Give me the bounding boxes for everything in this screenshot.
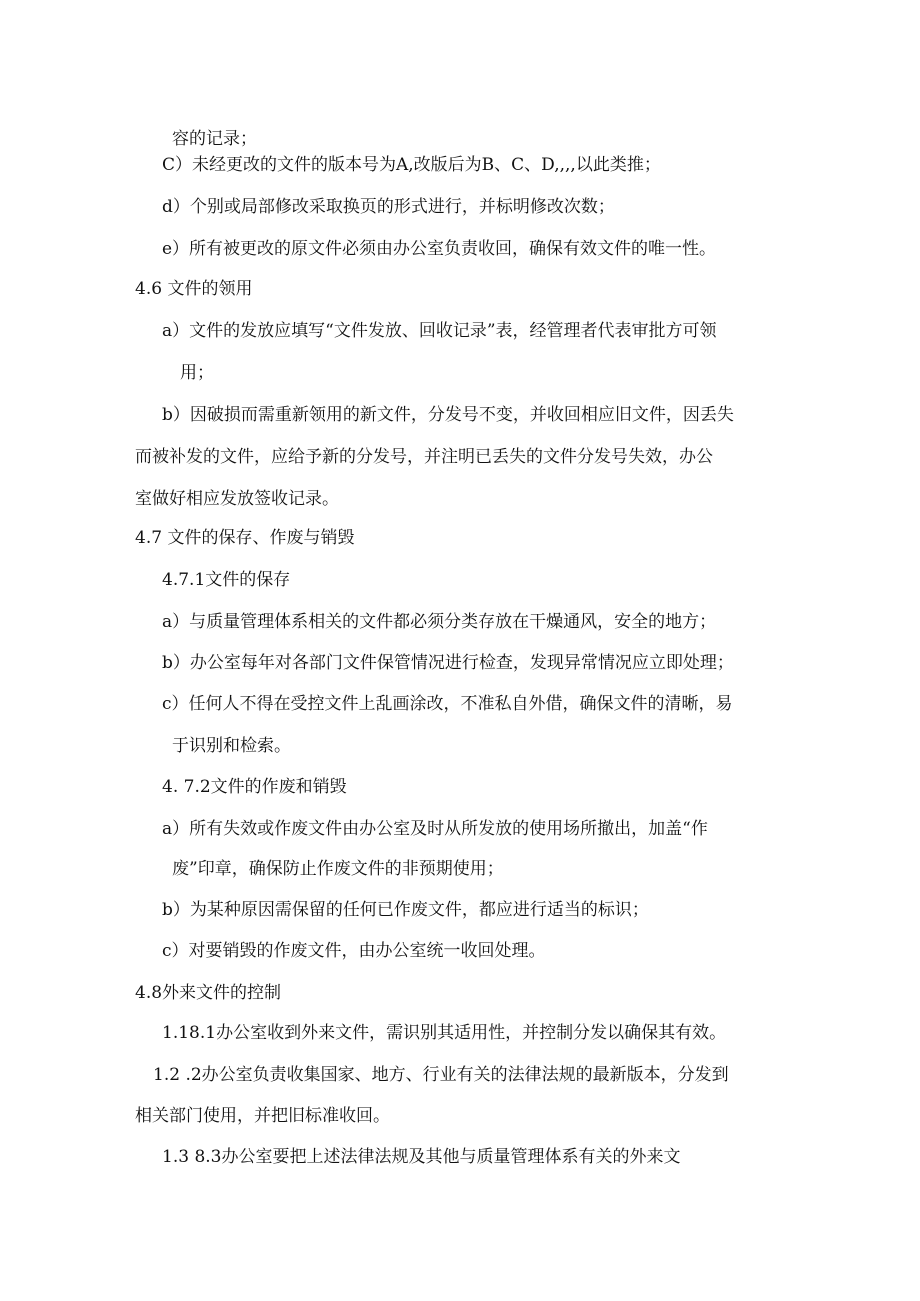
text-line: c）任何人不得在受控文件上乱画涂改，不准私自外借，确保文件的清晰，易 bbox=[162, 694, 733, 714]
section-heading: 4.7 文件的保存、作废与销毁 bbox=[135, 528, 355, 548]
text-line: b）为某种原因需保留的任何已作废文件，都应进行适当的标识； bbox=[162, 900, 649, 920]
subsection-heading: 4. 7.2文件的作废和销毁 bbox=[162, 777, 347, 797]
section-heading: 4.6 文件的领用 bbox=[135, 279, 253, 299]
text-line: 相关部门使用，并把旧标准收回。 bbox=[135, 1106, 390, 1126]
text-line: C）未经更改的文件的版本号为A,改版后为B、C、D,,,,以此类推； bbox=[162, 155, 661, 175]
text-line: a）所有失效或作废文件由办公室及时从所发放的使用场所撤出，加盖“作 bbox=[162, 819, 708, 839]
text-line: d）个别或局部修改采取换页的形式进行，并标明修改次数； bbox=[162, 197, 615, 217]
text-line: 1.18.1办公室收到外来文件，需识别其适用性，并控制分发以确保其有效。 bbox=[162, 1023, 727, 1043]
text-line: a）文件的发放应填写“文件发放、回收记录”表，经管理者代表审批方可领 bbox=[162, 321, 717, 341]
text-line: 而被补发的文件，应给予新的分发号，并注明已丢失的文件分发号失效，办公 bbox=[135, 447, 713, 467]
text-line: 用； bbox=[180, 363, 214, 383]
text-line: c）对要销毁的作废文件，由办公室统一收回处理。 bbox=[162, 941, 546, 961]
text-line: 1.3 8.3办公室要把上述法律法规及其他与质量管理体系有关的外来文 bbox=[162, 1147, 681, 1167]
subsection-heading: 4.7.1文件的保存 bbox=[162, 570, 291, 590]
text-line: b）办公室每年对各部门文件保管情况进行检查，发现异常情况应立即处理； bbox=[162, 653, 734, 673]
text-line: 1.2 .2办公室负责收集国家、地方、行业有关的法律法规的最新版本，分发到 bbox=[153, 1065, 729, 1085]
text-line: 容的记录； bbox=[172, 129, 257, 149]
text-line: 室做好相应发放签收记录。 bbox=[135, 489, 339, 509]
text-line: e）所有被更改的原文件必须由办公室负责收回，确保有效文件的唯一性。 bbox=[162, 239, 717, 259]
text-line: 废”印章，确保防止作废文件的非预期使用； bbox=[172, 859, 504, 879]
text-line: b）因破损而需重新领用的新文件，分发号不变，并收回相应旧文件，因丢失 bbox=[162, 405, 734, 425]
section-heading: 4.8外来文件的控制 bbox=[135, 983, 282, 1003]
text-line: 于识别和检索。 bbox=[172, 736, 291, 756]
text-line: a）与质量管理体系相关的文件都必须分类存放在干燥通风，安全的地方； bbox=[162, 612, 717, 632]
